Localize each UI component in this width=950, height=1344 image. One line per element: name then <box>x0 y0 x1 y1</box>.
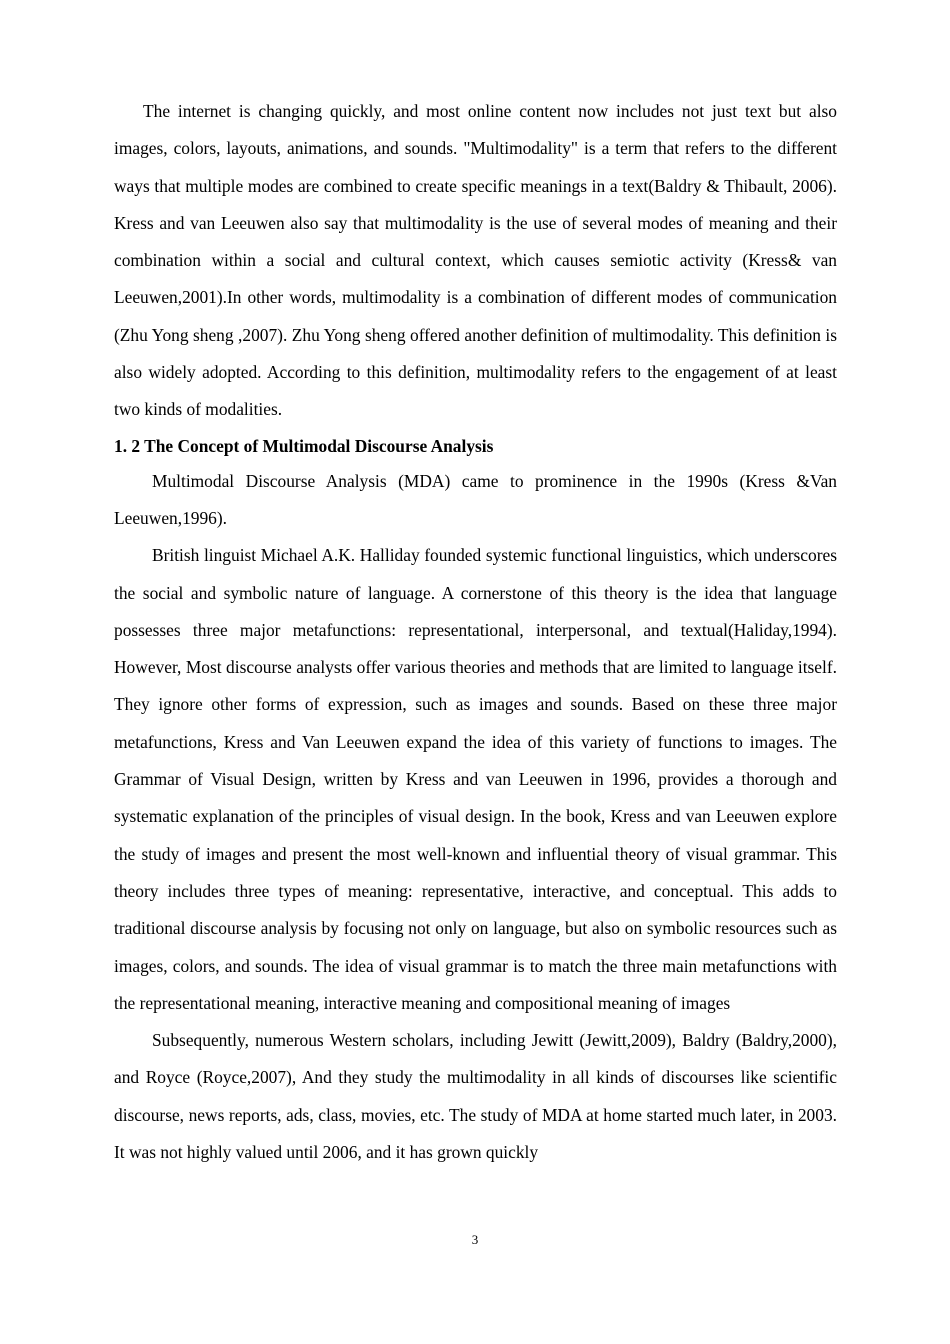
paragraph-western-scholars: Subsequently, numerous Western scholars, including Jewitt (Jewitt,2009), Baldry (Baldry,2000), and Royce (Royce,2007), And they study the multimodality in all kinds of discourses like scientific discourse, news reports, ads, class, movies, etc. The study of MDA at home started much later, in 2003. It was not highly valued until 2006, and it has grown quickly <box>114 1030 837 1163</box>
paragraph-halliday-visual-grammar: British linguist Michael A.K. Halliday founded systemic functional linguistics, which underscores the social and symbolic nature of language. A cornerstone of this theory is the idea that language possesses three major metafunctions: representational, interpersonal, and textual(Haliday,1994). However, Most discourse analysts offer various theories and methods that are limited to language itself. They ignore other forms of expression, such as images and sounds. Based on these three major metafunctions, Kress and Van Leeuwen expand the idea of this variety of functions to images. The Grammar of Visual Design, written by Kress and van Leeuwen in 1996, provides a thorough and systematic explanation of the principles of visual design. In the book, Kress and van Leeuwen explore the study of images and present the most well-known and influential theory of visual grammar. This theory includes three types of meaning: representative, interactive, and conceptual. This adds to traditional discourse analysis by focusing not only on language, but also on symbolic resources such as images, colors, and sounds. The idea of visual grammar is to match the three main metafunctions with the representational meaning, interactive meaning and compositional meaning of images <box>114 545 837 1013</box>
document-body <box>114 93 837 1171</box>
paragraph-multimodality-definition: The internet is changing quickly, and most online content now includes not just text but also images, colors, layouts, animations, and sounds. "Multimodality" is a term that refers to the different ways that multiple modes are combined to create specific meanings in a text(Baldry & Thibault, 2006). Kress and van Leeuwen also say that multimodality is the use of several modes of meaning and their combination within a social and cultural context, which causes semiotic activity (Kress& van Leeuwen,2001).In other words, multimodality is a combination of different modes of communication (Zhu Yong sheng ,2007). Zhu Yong sheng offered another definition of multimodality. This definition is also widely adopted. According to this definition, multimodality refers to the engagement of at least two kinds of modalities. <box>114 101 837 420</box>
page-number: 3 <box>471 1232 479 1247</box>
paragraph-mda-origin: Multimodal Discourse Analysis (MDA) came to prominence in the 1990s (Kress &Van Leeuwen,1996). <box>114 470 837 528</box>
section-heading: 1. 2 The Concept of Multimodal Discourse Analysis <box>114 435 494 456</box>
